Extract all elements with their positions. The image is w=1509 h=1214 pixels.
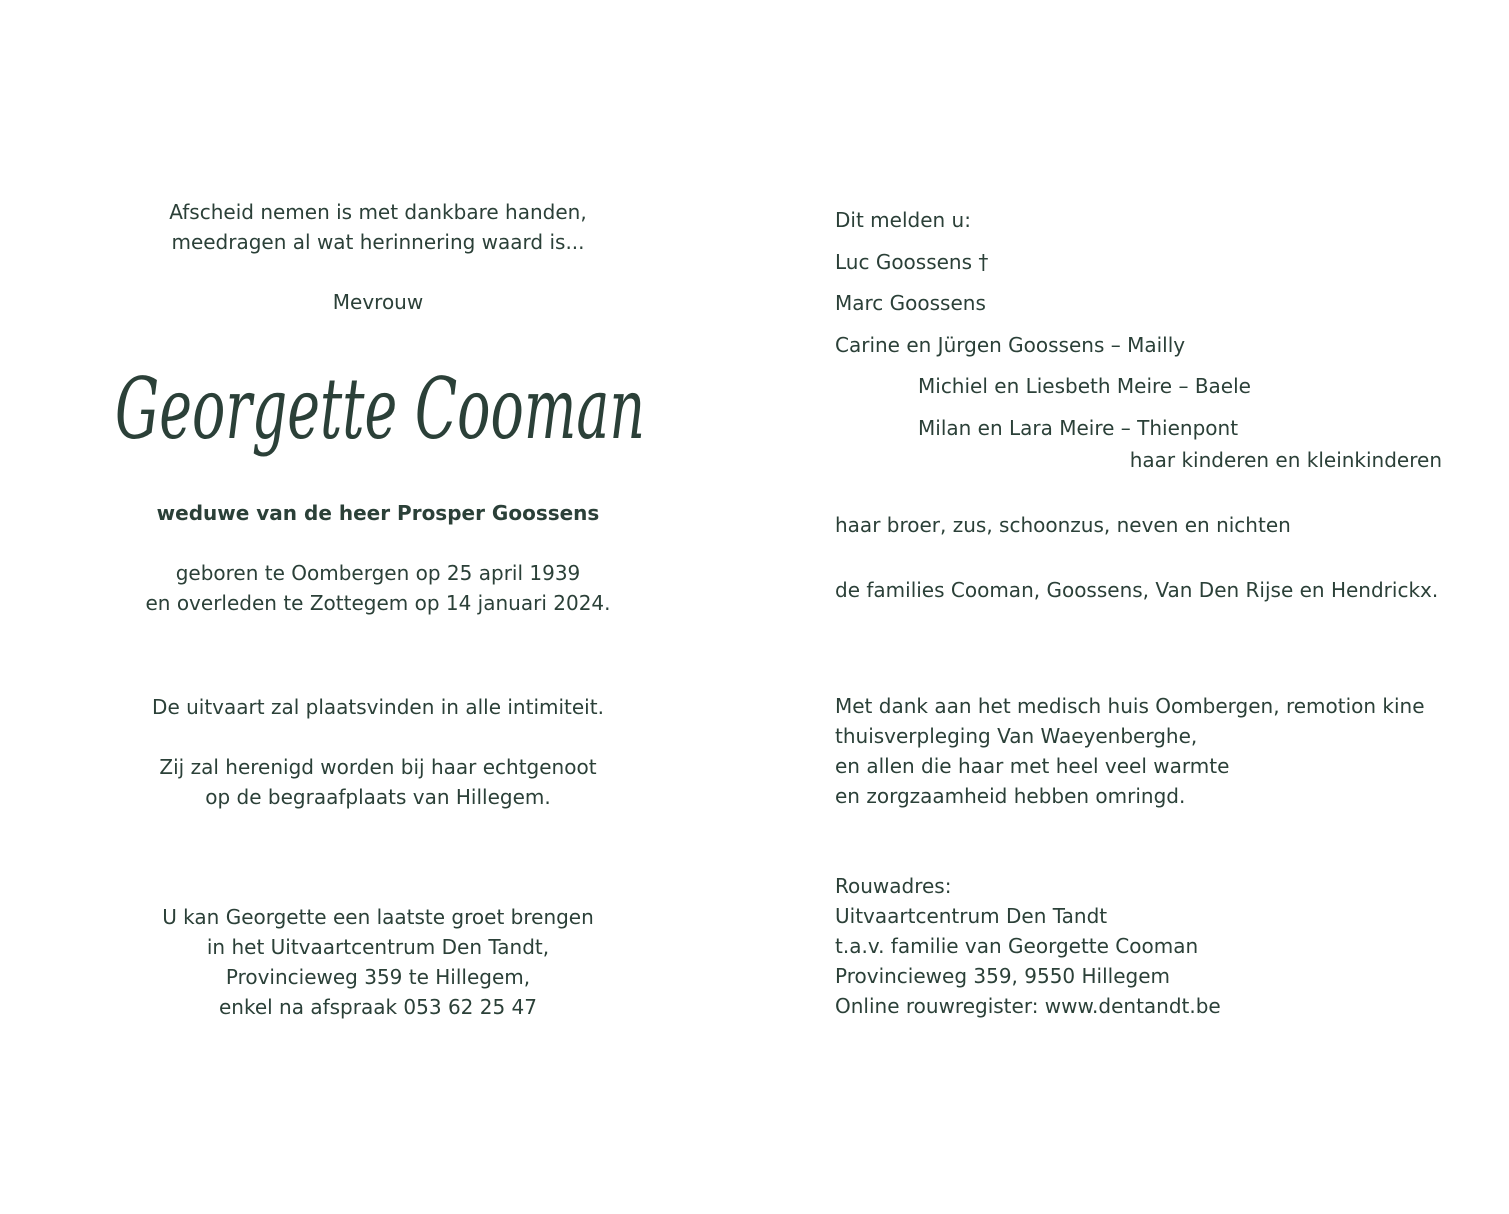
- child-entry: [835, 330, 1495, 360]
- address-line: t.a.v. familie van Georgette Cooman: [835, 934, 1199, 958]
- birth-death-info: [72, 558, 684, 618]
- address-line: Uitvaartcentrum Den Tandt: [835, 904, 1108, 928]
- deceased-name: Georgette Cooman: [115, 360, 645, 458]
- visit-info: [72, 902, 684, 1022]
- mourning-address: [835, 871, 1495, 1021]
- visit-line: in het Uitvaartcentrum Den Tandt,: [206, 935, 550, 959]
- address-line: Provincieweg 359, 9550 Hillegem: [835, 964, 1171, 988]
- thanks-line: en allen die haar met heel veel warmte: [835, 754, 1230, 778]
- child-entry: [835, 288, 1495, 318]
- child-name: Luc Goossens †: [835, 250, 989, 274]
- funeral-info: [72, 692, 684, 722]
- deceased-name-script: [100, 350, 660, 475]
- thanks-note: [835, 691, 1495, 811]
- announcement: [835, 205, 1495, 235]
- child-name: Marc Goossens: [835, 291, 986, 315]
- families-text: de families Cooman, Goossens, Van Den Rijse en Hendrickx.: [835, 578, 1439, 602]
- salutation: [72, 287, 684, 317]
- grandchild-entry: [835, 371, 1509, 401]
- widow-of-text: weduwe van de heer Prosper Goossens: [156, 501, 600, 525]
- widow-of: [72, 498, 684, 528]
- address-heading: Rouwadres:: [835, 874, 952, 898]
- grandchild-name: Michiel en Liesbeth Meire – Baele: [918, 374, 1251, 398]
- siblings: [835, 510, 1495, 540]
- child-entry: [835, 247, 1495, 277]
- children-caption-text: haar kinderen en kleinkinderen: [1129, 448, 1442, 472]
- thanks-line: thuisverpleging Van Waeyenberghe,: [835, 724, 1198, 748]
- thanks-line: en zorgzaamheid hebben omringd.: [835, 784, 1186, 808]
- quote-line: Afscheid nemen is met dankbare handen,: [169, 200, 587, 224]
- salutation-text: Mevrouw: [332, 290, 424, 314]
- death-line: en overleden te Zottegem op 14 januari 2024.: [145, 591, 611, 615]
- birth-line: geboren te Oombergen op 25 april 1939: [175, 561, 581, 585]
- visit-line: Provincieweg 359 te Hillegem,: [225, 965, 531, 989]
- burial-line: Zij zal herenigd worden bij haar echtgenoot: [159, 755, 597, 779]
- quote-line: meedragen al wat herinnering waard is...: [171, 230, 585, 254]
- announce-text: Dit melden u:: [835, 208, 971, 232]
- families: [835, 575, 1495, 605]
- burial-line: op de begraafplaats van Hillegem.: [205, 785, 551, 809]
- funeral-text: De uitvaart zal plaatsvinden in alle intimiteit.: [152, 695, 604, 719]
- grandchild-entry: [835, 413, 1509, 443]
- opening-quote: [72, 197, 684, 257]
- grandchild-name: Milan en Lara Meire – Thienpont: [918, 416, 1239, 440]
- visit-line: enkel na afspraak 053 62 25 47: [218, 995, 538, 1019]
- children-caption: [1130, 445, 1442, 475]
- burial-info: [72, 752, 684, 812]
- script-name-svg: [100, 350, 660, 475]
- thanks-line: Met dank aan het medisch huis Oombergen, remotion kine: [835, 694, 1425, 718]
- visit-line: U kan Georgette een laatste groet brengen: [162, 905, 594, 929]
- siblings-text: haar broer, zus, schoonzus, neven en nichten: [835, 513, 1291, 537]
- online-register: Online rouwregister: www.dentandt.be: [835, 994, 1221, 1018]
- child-name: Carine en Jürgen Goossens – Mailly: [835, 333, 1186, 357]
